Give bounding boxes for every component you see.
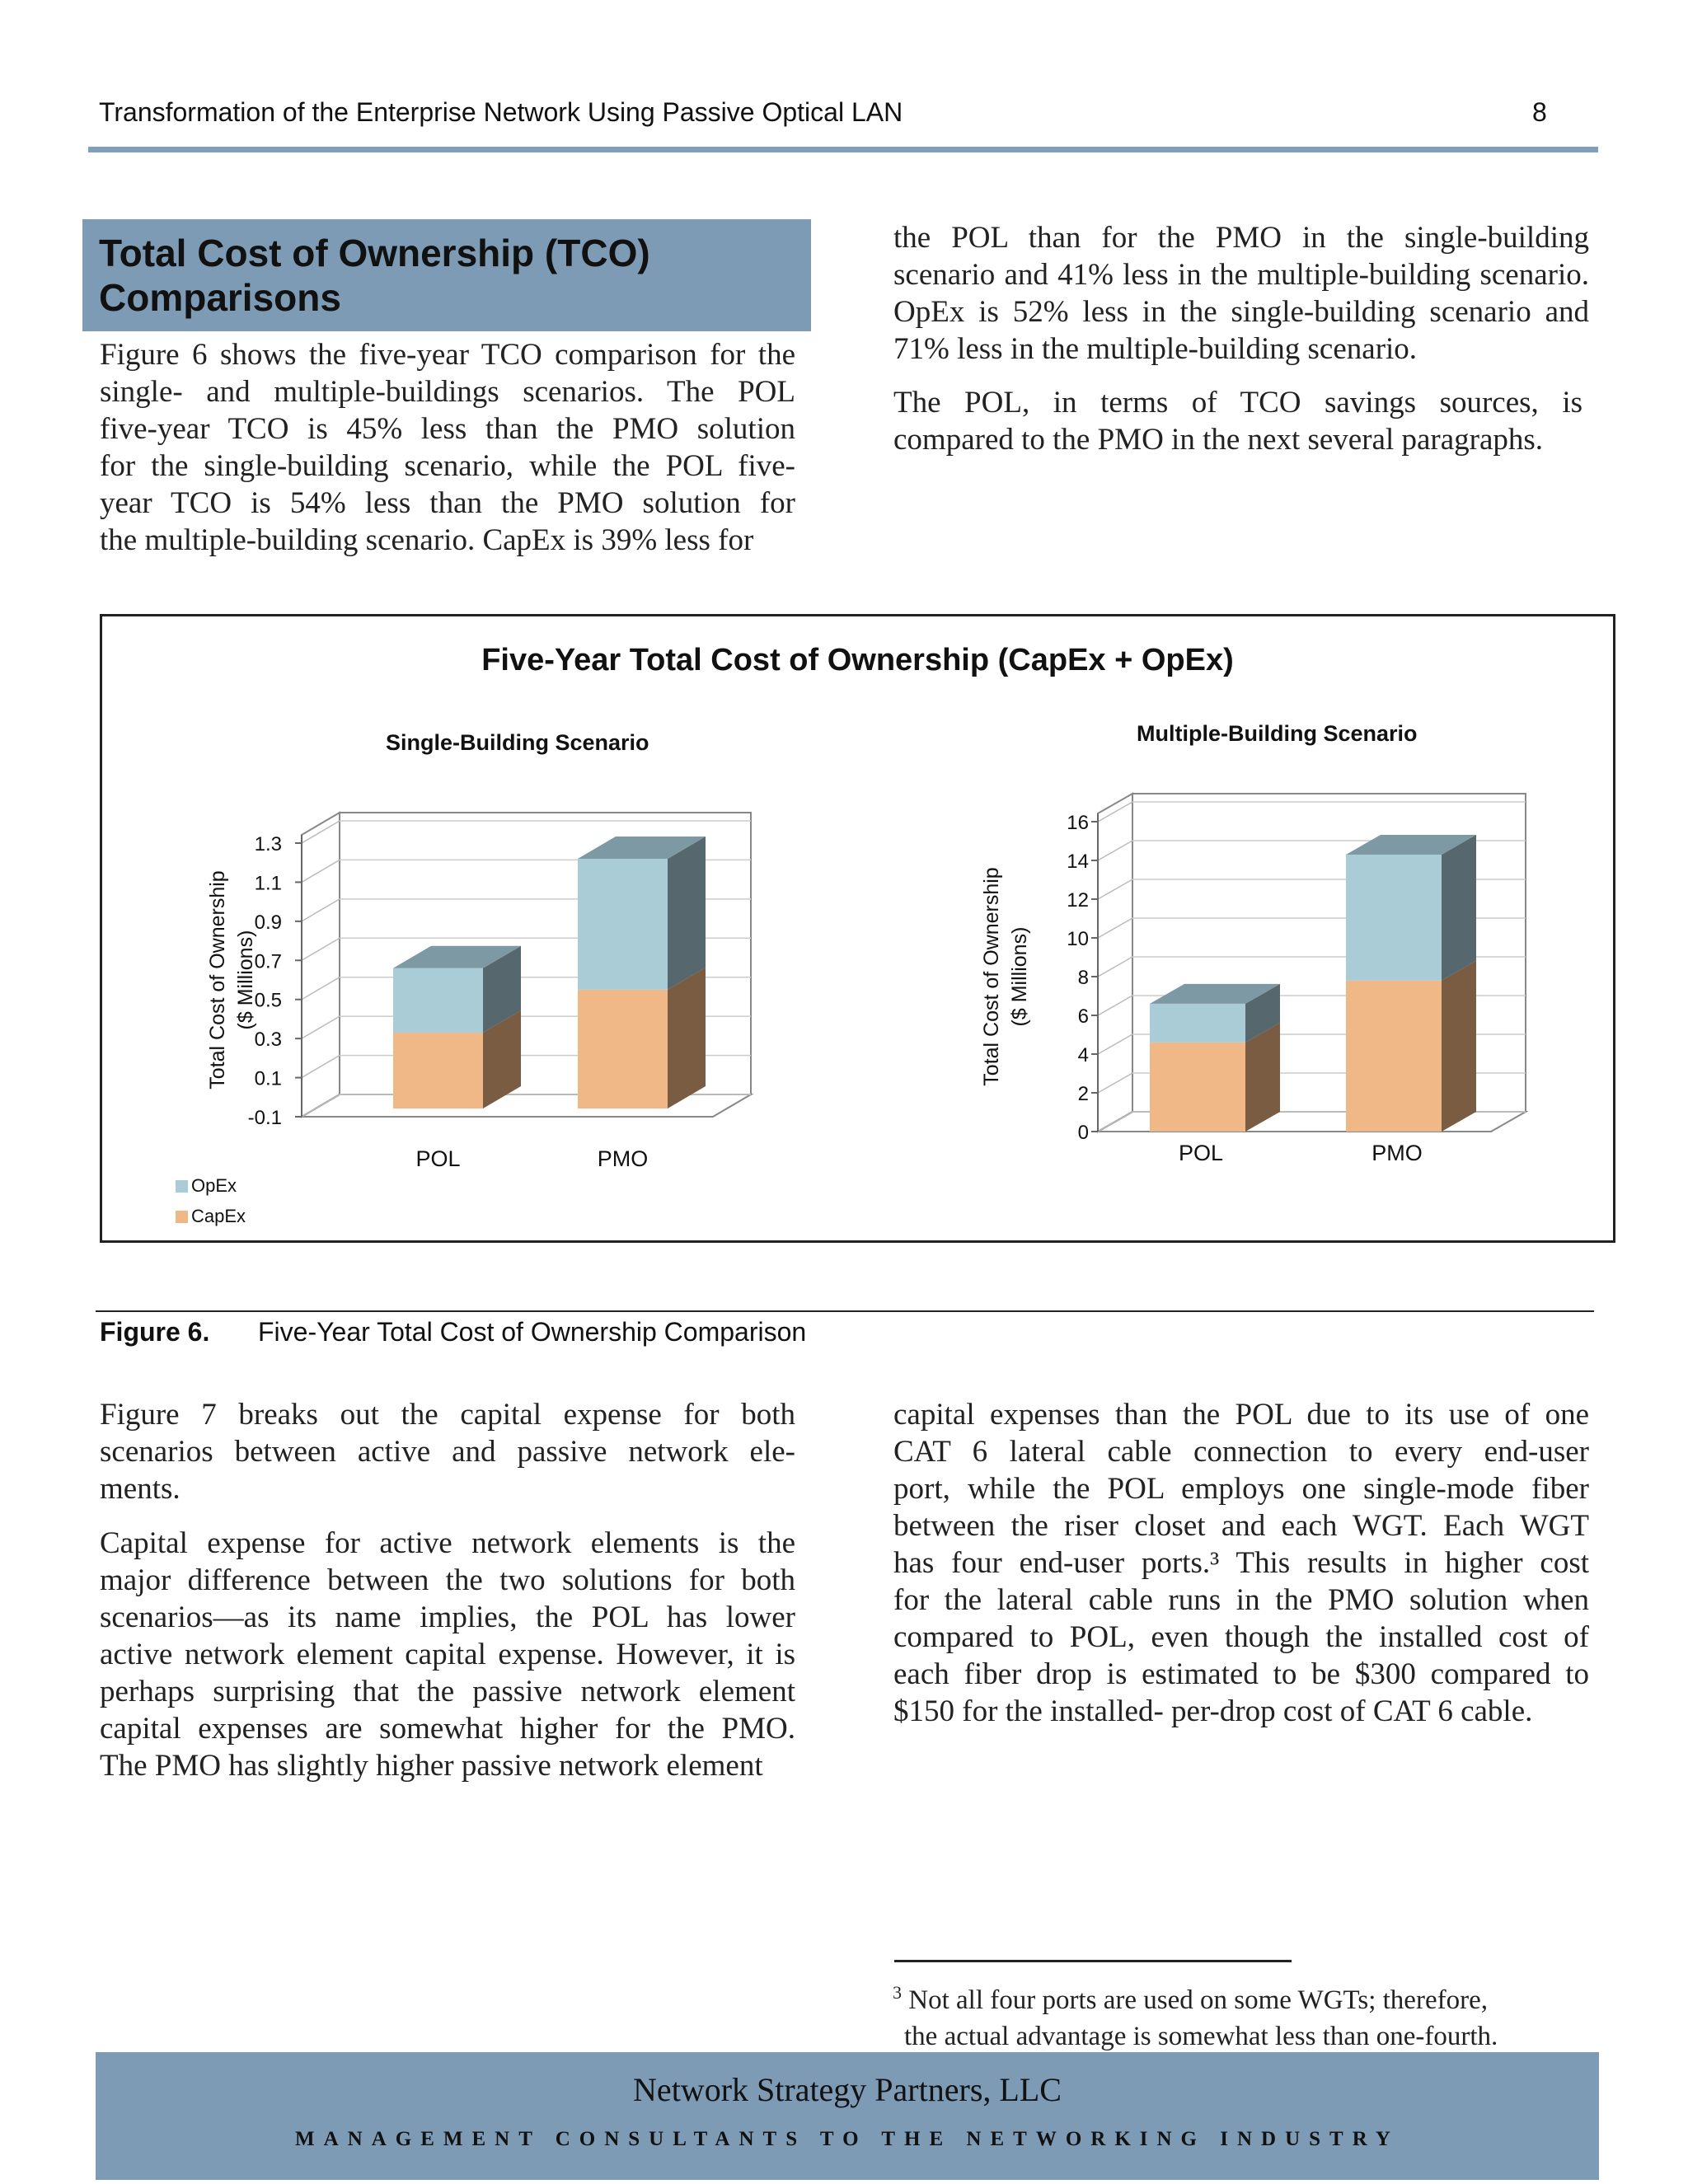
section-heading-box [82,219,811,331]
y-tick-label: 10 [1067,928,1089,950]
paragraph-line: compared to the PMO in the next several paragraphs. [893,423,1544,457]
x-category-label: PMO [597,1146,649,1171]
bar-opex-pol [393,968,483,1033]
gridline-diagonal [1098,1034,1132,1054]
paragraph-line: the POL than for the PMO in the single-building [893,221,1589,255]
paragraph-line: between the riser closet and each WGT. Each WGT [893,1509,1589,1543]
paragraph-line: port, while the POL employs one single-mode fiber [893,1472,1589,1506]
section-title: Total Cost of Ownership (TCO) Comparisons [99,232,650,319]
gridline-diagonal [1098,996,1132,1015]
gridline-diagonal [302,977,340,1000]
paragraph-tco-intro [100,336,795,559]
gridline-diagonal [302,1016,340,1038]
y-tick-label: -0.1 [247,1107,282,1129]
footer-band [96,2052,1599,2180]
footnote-rule [894,1960,1292,1962]
paragraph-line: Figure 6 shows the five-year TCO comparison for the [100,338,795,372]
paragraph-line: major difference between the two solutions for both [100,1563,795,1597]
y-tick-label: 2 [1077,1083,1089,1105]
paragraph-line: The POL, in terms of TCO savings sources, is [893,386,1582,419]
x-category-label: POL [415,1146,461,1171]
paragraph-line: scenarios between active and passive network ele- [100,1435,795,1469]
gridline-diagonal [1098,918,1132,938]
bar-opex-pmo [578,859,668,990]
legend-label: CapEx [191,1206,246,1226]
bar-opex-pol [1150,1004,1245,1043]
footnote-line: the actual advantage is somewhat less than one-fourth. [904,2022,1498,2051]
bar-capex-side [668,968,706,1108]
bar-capex-side [1442,961,1476,1132]
y-tick-label: 16 [1067,812,1089,834]
paragraph-line: $150 for the installed- per-drop cost of CAT 6 cable. [893,1694,1533,1728]
single-building-chart-title: Single-Building Scenario [386,730,649,755]
footer-tagline: MANAGEMENT CONSULTANTS TO THE NETWORKING INDUSTRY [295,2128,1400,2150]
multiple-building-chart-title: Multiple-Building Scenario [1137,721,1418,746]
tco-charts [102,616,1613,1240]
paragraph-line: scenario and 41% less in the multiple-building scenario. [893,258,1589,292]
gridline-diagonal [302,860,340,882]
paragraph-line: the multiple-building scenario. CapEx is 39% less for [100,523,754,557]
bar-capex-pol [1150,1043,1245,1132]
bar-opex-side [1442,835,1476,981]
y-axis-label: Total Cost of Ownership [206,870,229,1090]
paragraph-line: scenarios—as its name implies, the POL has lower [100,1601,795,1634]
chart-side-wall [1098,794,1132,1132]
paragraph-line: compared to POL, even though the installed cost of [893,1620,1589,1654]
x-category-label: POL [1178,1141,1224,1165]
y-tick-label: 1.1 [254,872,282,895]
figure-caption-rule [96,1310,1594,1312]
gridline-diagonal [1098,802,1132,822]
paragraph-line: for the single-building scenario, while the POL five- [100,449,795,483]
paragraph-active-elements [100,1525,795,1784]
paragraph-line: capital expenses than the POL due to its use of one [893,1398,1589,1432]
paragraph-line: has four end-user ports.³ This results in higher cost [893,1546,1589,1580]
bar-opex-pmo [1346,855,1442,981]
paragraph-passive-elements [893,1396,1589,1730]
paragraph-figure-7-intro [100,1396,795,1507]
legend-label: OpEx [191,1175,237,1196]
y-tick-label: 0.5 [254,989,282,1012]
y-tick-label: 0 [1077,1122,1089,1144]
gridline-diagonal [1098,1112,1132,1132]
gridline-diagonal [302,938,340,960]
paragraph-line: The PMO has slightly higher passive network element [100,1749,763,1783]
paragraph-line: five-year TCO is 45% less than the PMO solution [100,412,795,446]
y-tick-label: 14 [1067,851,1089,873]
y-tick-label: 0.1 [254,1067,282,1090]
paragraph-line: single- and multiple-buildings scenarios. The POL [100,375,795,409]
paragraph-line: 71% less in the multiple-building scenario. [893,332,1418,366]
gridline-diagonal [1098,957,1132,977]
bar-capex-pmo [578,990,668,1108]
gridline-diagonal [1098,879,1132,899]
paragraph-line: year TCO is 54% less than the PMO solution for [100,486,795,520]
gridline-diagonal [1098,841,1132,860]
chart-side-wall [302,813,340,1117]
gridline-diagonal [302,899,340,921]
gridline-diagonal [1098,1073,1132,1093]
paragraph-line: Capital expense for active network elements is the [100,1526,795,1560]
paragraph-line: ments. [100,1472,181,1506]
paragraph-line: active network element capital expense. However, it is [100,1638,795,1671]
paragraph-savings-sources [893,384,1582,458]
chart-title: Five-Year Total Cost of Ownership (CapEx + OpEx) [481,643,1234,677]
paragraph-line: each fiber drop is estimated to be $300 compared to [893,1657,1589,1691]
paragraph-line: perhaps surprising that the passive network element [100,1675,795,1708]
y-tick-label: 0.3 [254,1029,282,1052]
legend-swatch-capex [176,1211,188,1223]
paragraph-line: Figure 7 breaks out the capital expense for both [100,1398,795,1432]
y-axis-label-units: ($ Millions) [234,930,257,1030]
y-tick-label: 0.9 [254,911,282,934]
page-number: 8 [1532,97,1547,127]
y-tick-label: 12 [1067,889,1089,912]
bar-capex-pmo [1346,981,1442,1132]
footer-company-name: Network Strategy Partners, LLC [633,2071,1062,2108]
paragraph-line: for the lateral cable runs in the PMO solution when [893,1583,1589,1617]
footnote [893,1975,1498,2055]
paragraph-line: CAT 6 lateral cable connection to every end-user [893,1435,1589,1469]
gridline-diagonal [302,1094,340,1117]
legend-swatch-opex [176,1180,188,1193]
running-header-title: Transformation of the Enterprise Network Using Passive Optical LAN [99,97,903,127]
paragraph-capex-opex [893,219,1589,368]
figure-caption: Five-Year Total Cost of Ownership Comparison [258,1317,807,1347]
footnote-line: Not all four ports are used on some WGTs; therefore, [908,1985,1488,2015]
x-category-label: PMO [1372,1141,1423,1165]
paragraph-line: capital expenses are somewhat higher for the PMO. [100,1712,795,1746]
bar-capex-pol [393,1033,483,1108]
y-axis-label-units: ($ Millions) [1008,926,1031,1027]
gridline-diagonal [302,1056,340,1078]
figure-label: Figure 6. [100,1317,210,1347]
y-axis-label: Total Cost of Ownership [980,867,1003,1086]
footnote-marker: 3 [893,1982,902,2003]
y-tick-label: 1.3 [254,833,282,855]
header-rule [88,147,1598,152]
figure-6-frame [100,614,1615,1243]
y-tick-label: 4 [1077,1044,1089,1066]
paragraph-line: OpEx is 52% less in the single-building scenario and [893,295,1589,329]
y-tick-label: 0.7 [254,950,282,973]
y-tick-label: 6 [1077,1005,1089,1028]
bar-opex-side [668,837,706,990]
y-tick-label: 8 [1077,967,1089,989]
